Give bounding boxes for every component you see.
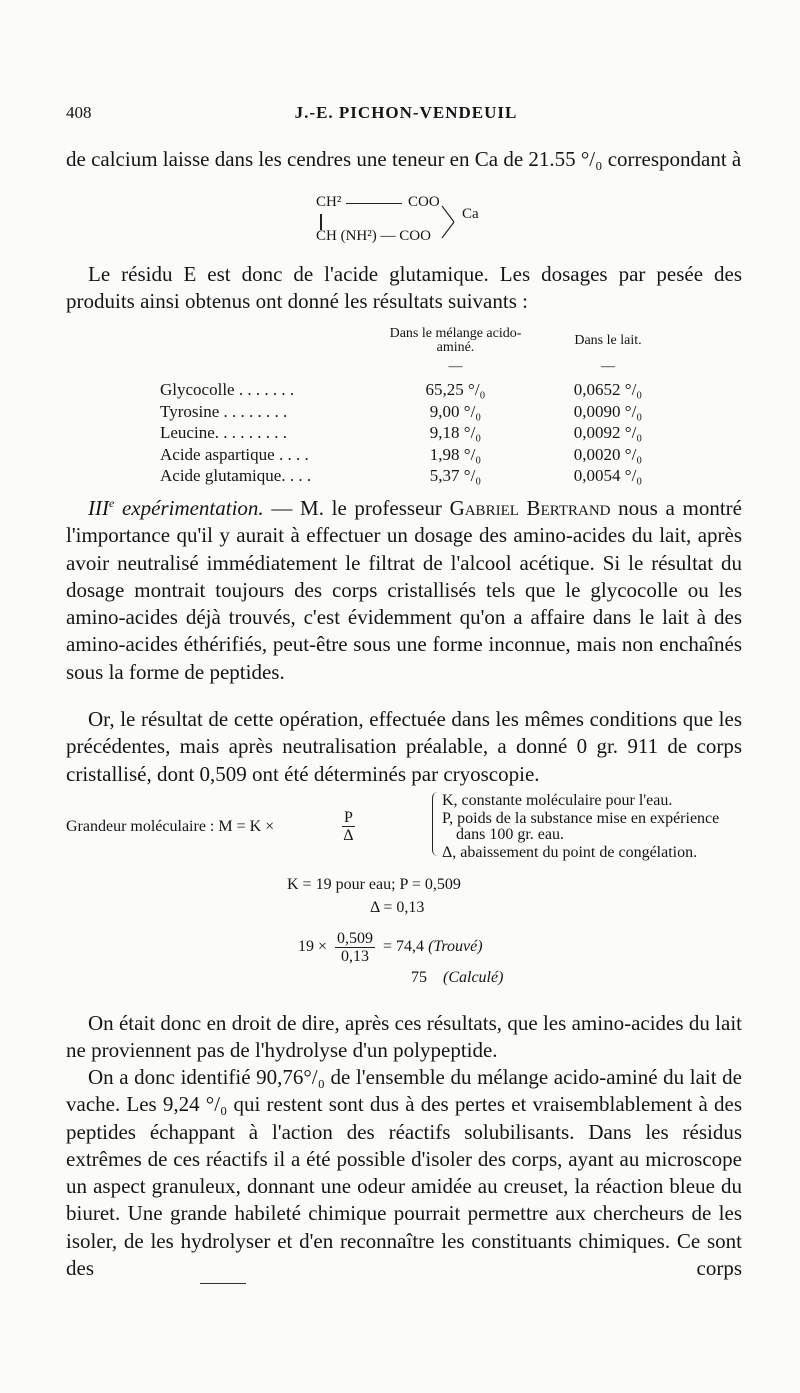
row-mixture-value: 5,37 °/₀	[429, 466, 482, 485]
calc-product	[298, 930, 483, 965]
row-mixture-value: 65,25 °/₀	[425, 380, 486, 399]
chemical-formula	[316, 192, 516, 258]
title-sup: e	[108, 496, 115, 510]
table-header-row	[160, 327, 683, 355]
paragraph-calcium: de calcium laisse dans les cendres une teneur en Ca de 21.55 °/₀ correspondant à	[66, 147, 742, 171]
footnote-rule	[200, 1283, 246, 1284]
row-name: Acide glutamique. . . .	[160, 466, 312, 485]
dash-milk: —	[601, 359, 615, 374]
paragraph-experiment-3	[66, 490, 742, 686]
table-row	[160, 422, 683, 444]
def-k: K, constante moléculaire pour l'eau.	[442, 792, 673, 809]
formula-label: Grandeur moléculaire : M = K ×	[66, 818, 275, 835]
title-roman: III	[88, 496, 109, 520]
table-row	[160, 379, 683, 401]
experiment-title	[88, 496, 264, 520]
table-dash-row	[160, 355, 683, 379]
formula-frac-num: P	[344, 809, 353, 826]
page-header	[66, 103, 746, 129]
row-milk-value: 0,0090 °/₀	[573, 401, 643, 421]
calc-calculated-label: (Calculé)	[443, 969, 504, 986]
row-mixture-value: 1,98 °/₀	[429, 444, 482, 464]
row-mixture-value: 9,00 °/₀	[429, 401, 482, 421]
chem-bond-line	[346, 203, 402, 204]
paragraph-conclusion: On était donc en droit de dire, après ces résultats, que les amino-acides du lait ne proviennent pas de l'hydrolyse d'un polypeptide.	[66, 1011, 742, 1063]
table-row	[160, 401, 683, 423]
intro-text: — M. le professeur	[263, 496, 450, 520]
calc-value: 75	[411, 969, 427, 986]
table-row	[160, 465, 683, 487]
calc-found-label: (Trouvé)	[428, 938, 483, 956]
calc-frac-den: 0,13	[341, 948, 370, 965]
person-name: Gabriel Bertrand	[449, 496, 611, 520]
dash-mixture: —	[448, 359, 463, 374]
row-name: Acide aspartique . . . .	[160, 444, 309, 464]
results-table	[160, 327, 683, 487]
paragraph-residue: Le résidu E est donc de l'acide glutamique. Les dosages par pesée des produits ainsi obtenus ont donné les résultats suivants :	[66, 262, 742, 314]
calc-calculated	[411, 969, 503, 987]
paragraph-cryoscopy: Or, le résultat de cette opération, effectuée dans les mêmes conditions que les précédentes, mais après neutralisation préalable, a donné 0 gr. 911 de corps cristallisé, dont 0,509 ont été déterminés par cryoscopie.	[66, 707, 742, 786]
row-name: Tyrosine . . . . . . . .	[160, 401, 288, 421]
row-milk-value: 0,0652 °/₀	[573, 380, 643, 399]
row-milk-value: 0,0092 °/₀	[573, 423, 643, 442]
page-number: 408	[66, 103, 92, 122]
row-name: Glycocolle . . . . . . .	[160, 380, 295, 399]
def-p-cont: dans 100 gr. eau.	[456, 826, 564, 843]
chem-metal: Ca	[462, 206, 479, 222]
col-header-mixture: Dans le mélange acido-aminé.	[389, 326, 522, 355]
formula-brace	[432, 792, 440, 856]
chem-bracket-icon	[440, 202, 460, 242]
paragraph-identification: On a donc identifié 90,76°/₀ de l'ensemble du mélange acido-aminé du lait de vache. Les 9,24 °/₀ qui restent sont dus à des pertes et vraisemblablement à des peptides échappant à l'action des réactifs solubilisants. Dans les résidus extrêmes de ces réactifs il a été possible d'isoler des corps, ayant au microscope un aspect granuleux, donnant une odeur amidée au creuset, la réaction bleue du biuret. Une grande habileté chimique pourrait permettre aux chercheurs de les isoler, de les hydrolyser et d'en reconnaître les constituants chimiques. Ce sont des corps	[66, 1065, 742, 1281]
calc-line-2: Δ = 0,13	[370, 899, 425, 916]
def-delta: Δ, abaissement du point de congélation.	[442, 844, 698, 861]
row-mixture-value: 9,18 °/₀	[429, 423, 482, 442]
row-name: Leucine. . . . . . . . .	[160, 423, 287, 442]
chem-bottom-left: CH (NH²) — COO	[316, 228, 431, 244]
chem-top-right: COO	[408, 194, 440, 210]
calc-frac-num: 0,509	[337, 930, 374, 947]
title-rest: expérimentation.	[114, 496, 264, 520]
calc-line-1: K = 19 pour eau; P = 0,509	[287, 876, 461, 893]
experiment-body: nous a montré l'importance qu'il y aurait à effectuer un dosage des amino-acides du lait, après avoir neutralisé immédiatement le filtrat de l'alcool acétique. Si le résultat du dosage montrait toujours des corps cristallisés tels que le glycocolle ou les amino-acides déjà trouvés, c'est évidemment qu'on a affaire dans le lait à des amino-acides éthérifiés, peut-être sous une forme inconnue, mais non enchaînés sous la forme de peptides.	[66, 496, 742, 684]
def-p: P, poids de la substance mise en expérience	[442, 810, 720, 827]
formula-fraction	[342, 809, 355, 844]
col-header-milk: Dans le lait.	[574, 333, 642, 348]
calc-result: = 74,4	[383, 938, 425, 956]
calc-mult: 19 ×	[298, 938, 328, 956]
row-milk-value: 0,0054 °/₀	[573, 466, 643, 485]
table-row	[160, 444, 683, 466]
chem-top-left: CH²	[316, 194, 342, 210]
running-title: J.-E. PICHON-VENDEUIL	[294, 103, 518, 122]
row-milk-value: 0,0020 °/₀	[573, 444, 643, 464]
molecular-formula	[66, 792, 756, 862]
formula-frac-den: Δ	[343, 827, 354, 844]
